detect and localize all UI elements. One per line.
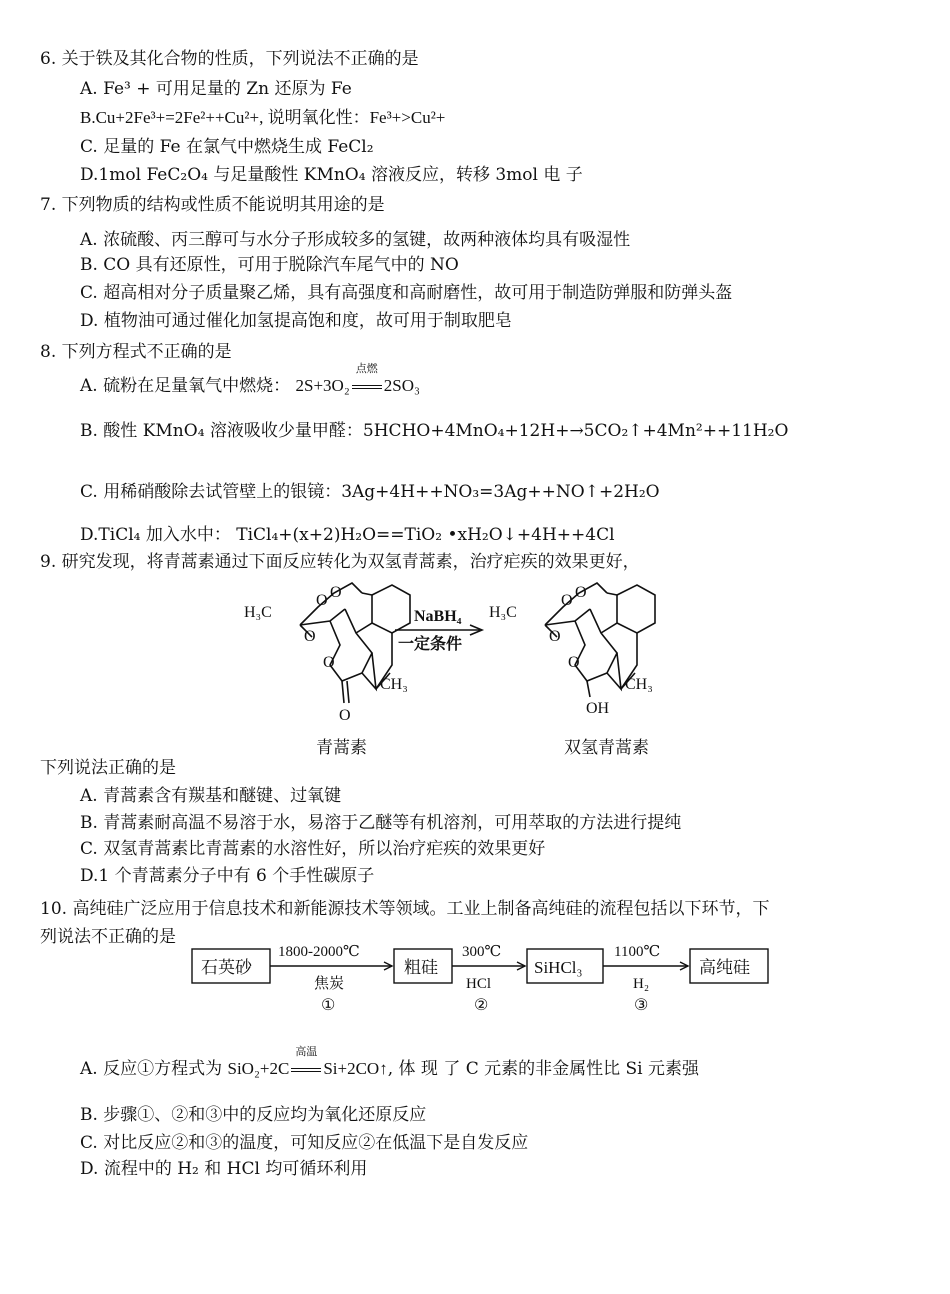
flow-box-high-purity-silicon: 高纯硅 [699,958,750,977]
q7-option-c: C. 超高相对分子质量聚乙烯，具有高强度和高耐磨性，故可用于制造防弹服和防弹头盔 [80,283,733,303]
q10-stem-line2: 列说法不正确的是 [40,927,176,947]
reagent-conditions: 一定条件 [398,636,463,653]
flow-arrow2-temp: 300℃ [462,944,502,960]
q10-a-left: SiO₂+2C [227,1059,290,1078]
q6-option-a: A. Fe³ + 可用足量的 Zn 还原为 Fe [80,79,352,99]
flow-box-crude-silicon: 粗硅 [404,958,438,977]
q8-a-condition: 点燃 [355,362,378,375]
q7-option-a: A. 浓硫酸、丙三醇可与水分子形成较多的氢键，故两种液体均具有吸湿性 [80,230,631,250]
q10-option-b: B. 步骤①、②和③中的反应均为氧化还原反应 [80,1105,427,1125]
flow-arrow3-temp: 1100℃ [614,944,661,960]
q9-option-d: D.1 个青蒿素分子中有 6 个手性碳原子 [80,866,375,886]
q9-stem: 9. 研究发现，将青蒿素通过下面反应转化为双氢青蒿素，治疗疟疾的效果更好， [40,552,640,572]
q6-stem: 6. 关于铁及其化合物的性质，下列说法不正确的是 [40,49,419,69]
q7-option-d: D. 植物油可通过催化加氢提高饱和度，故可用于制取肥皂 [80,311,512,331]
right-ring-o: O [568,654,580,671]
left-peroxide-o1: O [316,592,328,609]
q7-stem: 7. 下列物质的结构或性质不能说明其用途的是 [40,195,385,215]
flow-arrow3-reagent: H₂ [633,976,650,992]
q8-option-a [80,362,420,397]
left-carbonyl-o-label: O [339,707,351,724]
right-oh-label: OH [586,700,610,717]
q8-option-b: B. 酸性 KMnO₄ 溶液吸收少量甲醛：5HCHO+4MnO₄+12H+→5CO₂↑+4Mn²++11H₂O [80,421,789,441]
q9-option-c: C. 双氢青蒿素比青蒿素的水溶性好，所以治疗疟疾的效果更好 [80,839,546,859]
silicon-flow-diagram [0,940,950,1020]
left-ester-o: O [323,654,335,671]
label-dihydroartemisinin: 双氢青蒿素 [564,738,649,758]
q10-a-condition-arrow [289,1045,323,1080]
flow-arrow1-reagent: 焦炭 [314,976,345,992]
q8-a-right: 2SO₃ [383,376,420,395]
q6-option-b: B.Cu+2Fe³+=2Fe²++Cu²+, 说明氧化性：Fe³+>Cu²+ [80,108,446,127]
q8-option-c: C. 用稀硝酸除去试管壁上的银镜：3Ag+4H++NO₃=3Ag++NO↑+2H₂O [80,482,660,502]
right-peroxide-o1: O [561,592,573,609]
q8-a-prefix: A. 硫粉在足量氧气中燃烧： [80,376,291,396]
flow-box-sihcl3: SiHCl₃ [534,958,583,977]
q9-option-b: B. 青蒿素耐高温不易溶于水，易溶于乙醚等有机溶剂，可用萃取的方法进行提纯 [80,813,682,833]
flow-step1-num: ① [321,997,336,1014]
left-ch3-label: CH₃ [380,676,408,693]
q10-a-condition: 高温 [295,1045,318,1058]
q8-stem: 8. 下列方程式不正确的是 [40,342,232,362]
flow-step2-num: ② [474,997,489,1014]
left-ether-o: O [304,628,316,645]
label-artemisinin: 青蒿素 [316,738,367,758]
q10-option-c: C. 对比反应②和③的温度，可知反应②在低温下是自发反应 [80,1133,529,1153]
left-h3c-label: H₃C [244,604,272,621]
q9-option-a: A. 青蒿素含有羰基和醚键、过氧键 [80,786,342,806]
right-ch3-label: CH₃ [625,676,653,693]
q8-a-condition-arrow [350,362,384,397]
right-h3c-label: H₃C [489,604,517,621]
flow-arrow1-temp: 1800-2000℃ [278,944,360,960]
flow-arrow2-reagent: HCl [466,976,492,992]
q10-a-right: Si+2CO↑ [323,1059,388,1078]
flow-step3-num: ③ [634,997,649,1014]
q7-option-b: B. CO 具有还原性，可用于脱除汽车尾气中的 NO [80,255,459,275]
q8-option-d: D.TiCl₄ 加入水中： TiCl₄+(x+2)H₂O==TiO₂ •xH₂O↓+4H++4Cl [80,525,615,545]
right-peroxide-o2: O [575,584,587,601]
q6-option-d: D.1mol FeC₂O₄ 与足量酸性 KMnO₄ 溶液反应，转移 3mol 电 子 [80,165,583,185]
q10-stem-line1: 10. 高纯硅广泛应用于信息技术和新能源技术等领域。工业上制备高纯硅的流程包括以下环节，下 [40,899,770,919]
flow-box-quartz-sand: 石英砂 [201,958,252,977]
q9-follow: 下列说法正确的是 [40,758,176,778]
artemisinin-reaction-diagram [0,565,950,725]
left-peroxide-o2: O [330,584,342,601]
q6-option-c: C. 足量的 Fe 在氯气中燃烧生成 FeCl₂ [80,137,374,157]
q10-option-a [80,1045,700,1080]
q10-a-prefix: A. 反应①方程式为 [80,1059,228,1079]
right-ether-o: O [549,628,561,645]
q8-a-left: 2S+3O₂ [295,376,350,395]
q10-option-d: D. 流程中的 H₂ 和 HCl 均可循环利用 [80,1159,368,1179]
q10-a-suffix: , 体 现 了 C 元素的非金属性比 Si 元素强 [387,1059,700,1079]
reagent-nabh4: NaBH₄ [414,608,462,625]
